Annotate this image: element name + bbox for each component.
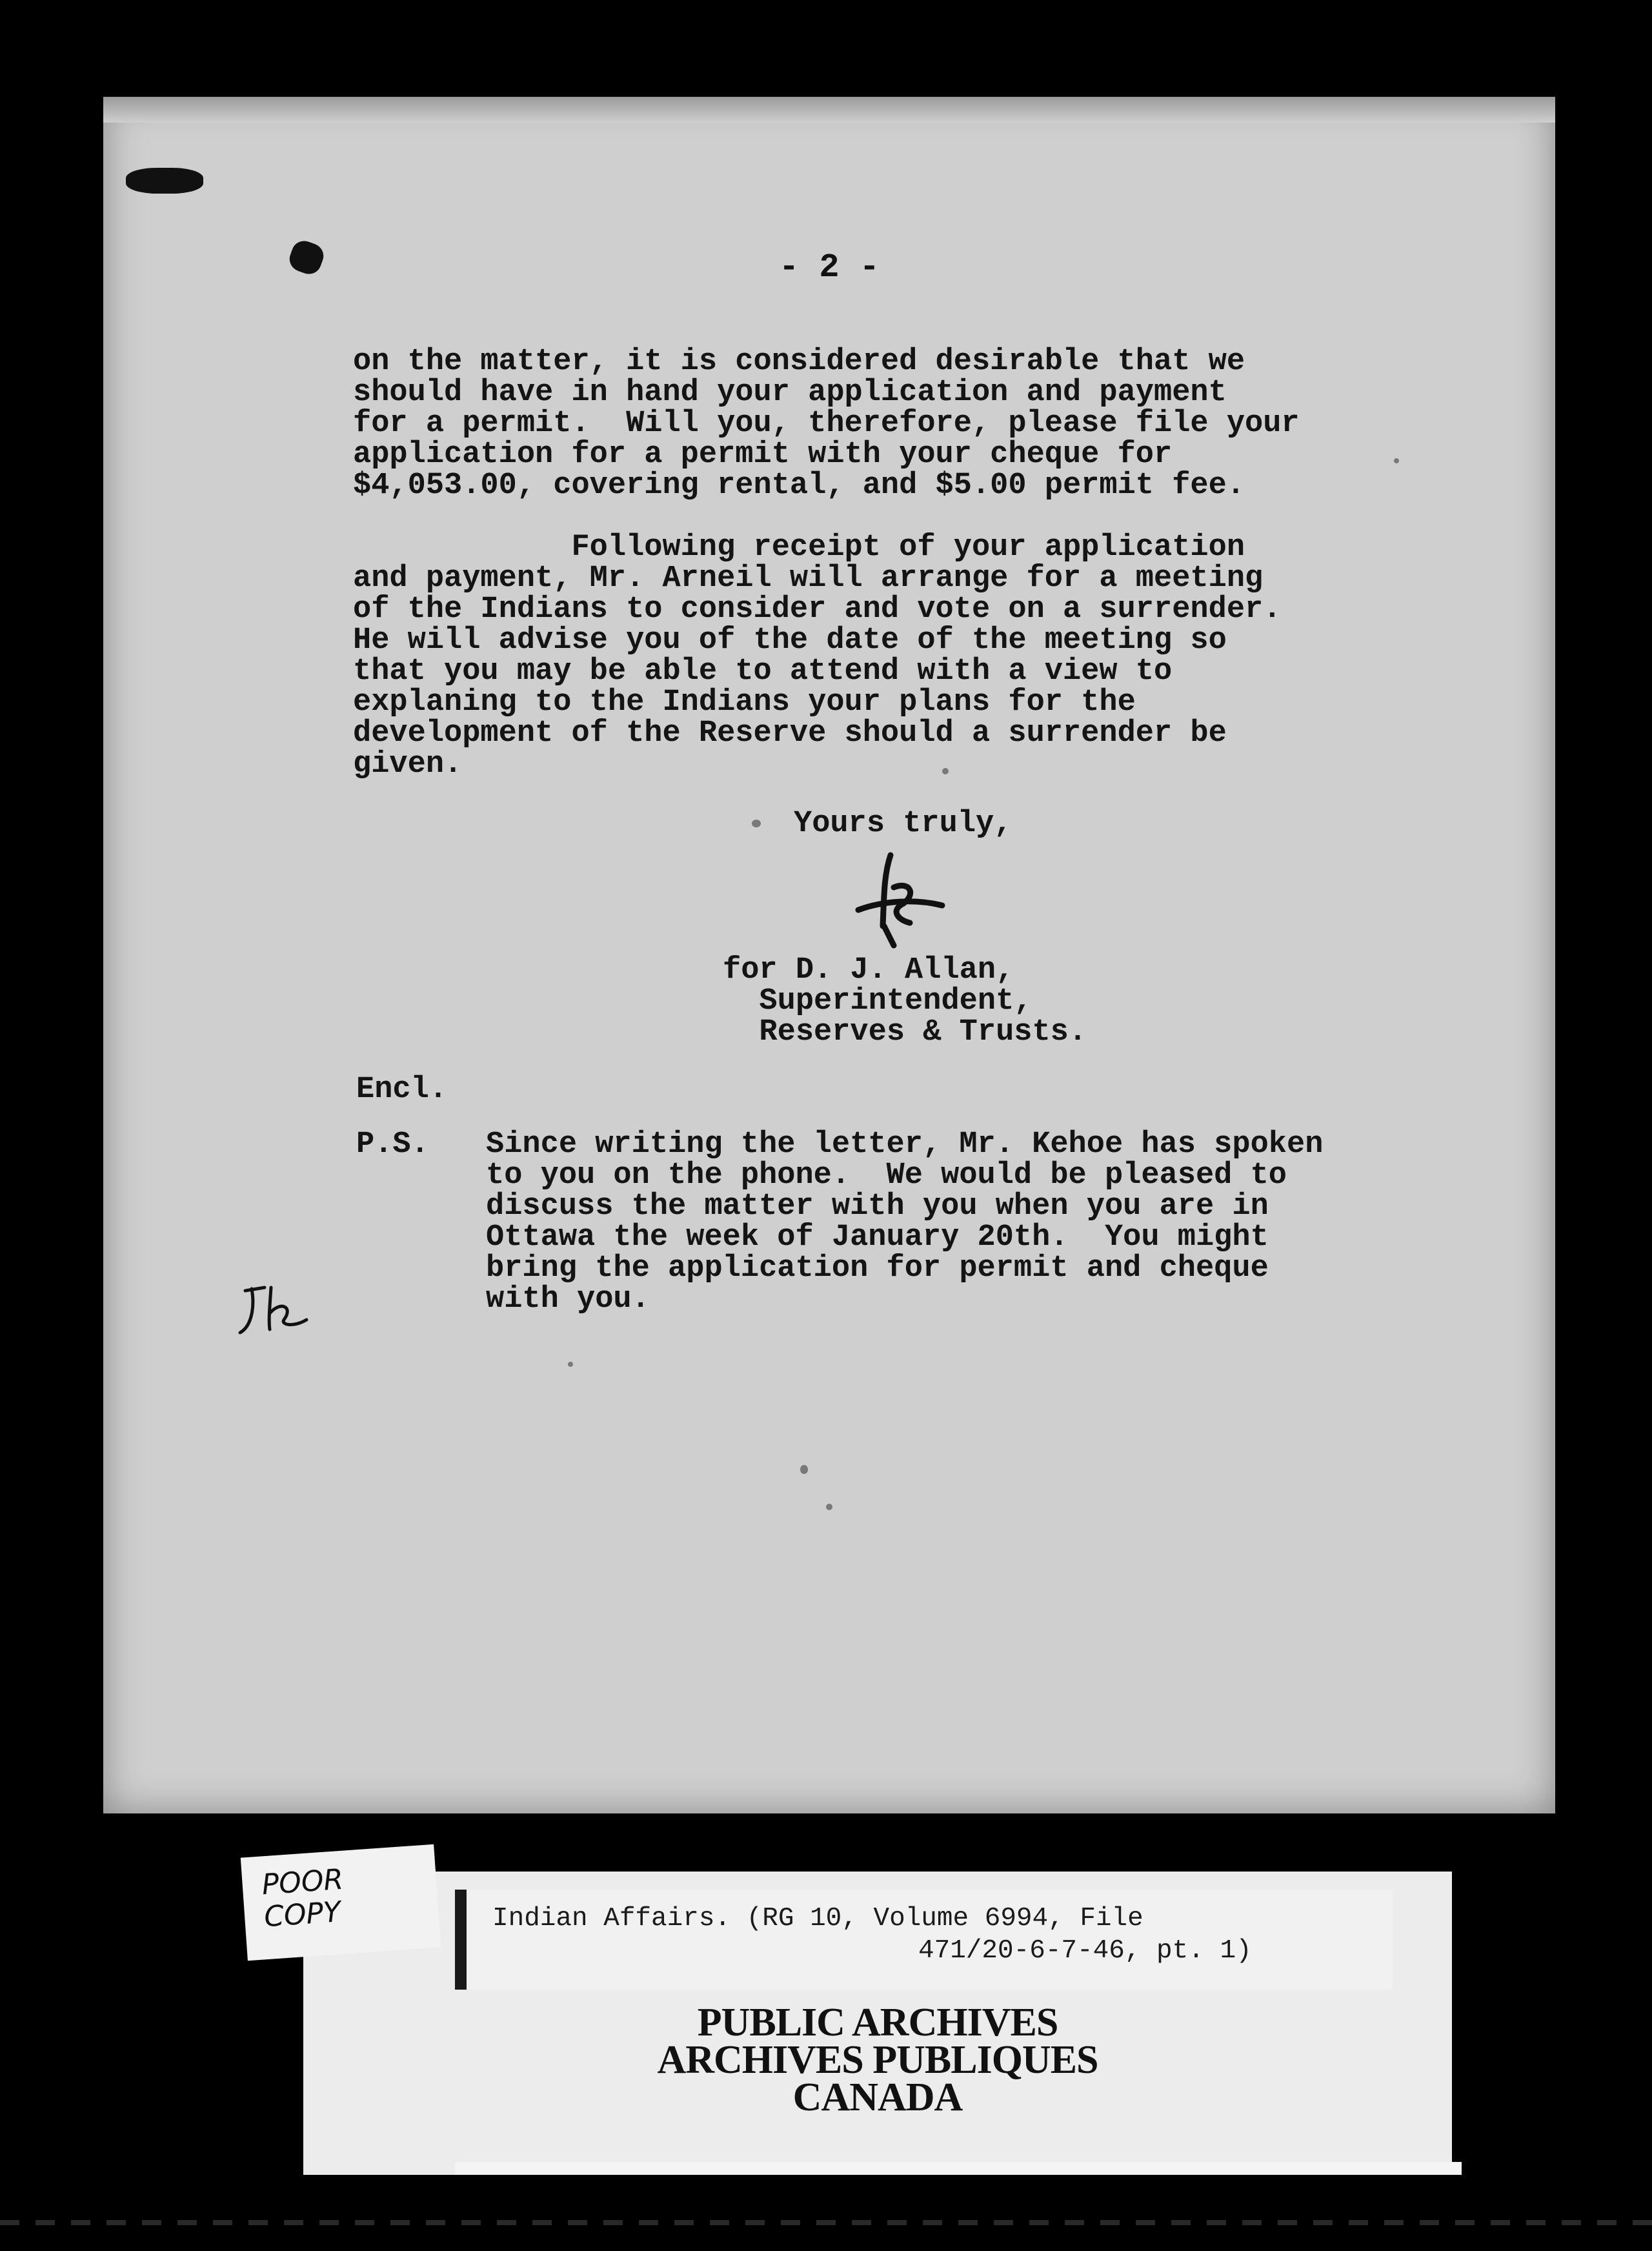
poor-copy-text: POOR COPY: [261, 1862, 345, 1934]
archive-reference-line-2: 471/20-6-7-46, pt. 1): [918, 1936, 1252, 1966]
signature-icon: [845, 849, 949, 952]
handwritten-initials-icon: [232, 1281, 316, 1339]
signer-block: for D. J. Allan, Superintendent, Reserves & Trusts.: [723, 953, 1087, 1049]
noise-dot: [568, 1362, 573, 1367]
body-paragraph-1: on the matter, it is considered desirable that we should have in hand your application and payment for a permit. Will you, therefore, please file your application for a permit with your cheque for $4,053.00, covering rental, and $5.00 permit fee.: [353, 345, 1300, 503]
enclosure-note: Encl.: [356, 1073, 448, 1107]
poor-copy-note: [241, 1844, 441, 1961]
noise-dot: [752, 820, 761, 827]
noise-dot: [942, 768, 949, 774]
ps-text: Since writing the letter, Mr. Kehoe has spoken to you on the phone. We would be pleased to discuss the matter with you when you are in Ottawa the week of January 20th. You might bring the application for permit and cheque with you.: [486, 1127, 1324, 1317]
noise-dot: [826, 1504, 832, 1510]
page-number: - 2 -: [778, 248, 880, 287]
smudge-mark: [126, 168, 203, 194]
noise-dot: [800, 1465, 808, 1474]
closing-salutation: Yours truly,: [794, 807, 1012, 841]
noise-dot: [1394, 458, 1399, 463]
archive-reference-card: [455, 1890, 1393, 1990]
stamp-line-1: PUBLIC ARCHIVES: [697, 2001, 1058, 2044]
archives-stamp: [303, 2001, 1452, 2172]
ps-label: P.S.: [356, 1127, 429, 1162]
stamp-line-2: ARCHIVES PUBLIQUES: [657, 2038, 1098, 2082]
body-paragraph-2: Following receipt of your application and payment, Mr. Arneil will arrange for a meeting of the Indians to consider and vote on a surrender. He will advise you of the date of the meeting so that you may be able to attend with a view to explaning to the Indians your plans for the development of the Reserve should a surrender be given.: [353, 530, 1282, 782]
archive-reference-line-1: Indian Affairs. (RG 10, Volume 6994, File: [492, 1904, 1143, 1933]
page-top-edge: [103, 97, 1555, 123]
film-edge: [0, 2220, 1652, 2225]
stamp-line-3: CANADA: [792, 2075, 963, 2119]
letter-page: [103, 97, 1555, 1813]
